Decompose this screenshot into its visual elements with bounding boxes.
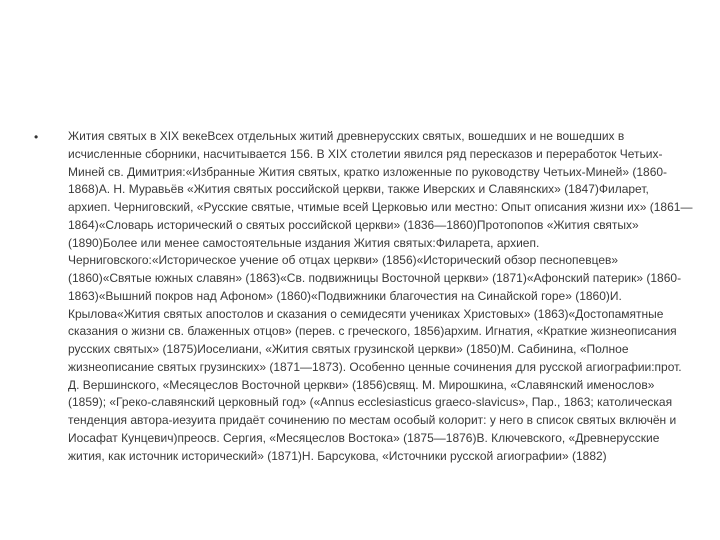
- bullet-item: [34, 128, 694, 465]
- bullet-text: Жития святых в XIX векеВсех отдельных житий древнерусских святых, вошедших и не вошедших в исчисленные сборники, насчитывается 156. В XIX столетии явился ряд пересказов и переработок Четьих-Миней св. Димитрия:«Избранные Жития святых, кратко изложенные по руководству Четьих-Миней» (1860-1868)А. Н. Муравьёв «Жития святых российской церкви, также Иверских и Славянских» (1847)Филарет, архиеп. Черниговский, «Русские святые, чтимые всей Церковью или местно: Опыт описания жизни их» (1861—1864)«Словарь исторический о святых российской церкви» (1836—1860)Протопопов «Жития святых» (1890)Более или менее самостоятельные издания Жития святых:Филарета, архиеп. Черниговского:«Историческое учение об отцах церкви» (1856)«Исторический обзор песнопевцев» (1860)«Святые южных славян» (1863)«Св. подвижницы Восточной церкви» (1871)«Афонский патерик» (1860-1863)«Вышний покров над Афоном» (1860)«Подвижники благочестия на Синайской горе» (1860)И. Крылова«Жития святых апостолов и сказания о семидесяти учениках Христовых» (1863)«Достопамятные сказания о жизни св. блаженных отцов» (перев. с греческого, 1856)архим. Игнатия, «Краткие жизнеописания русских святых» (1875)Иоселиани, «Жития святых грузинской церкви» (1850)М. Сабинина, «Полное жизнеописание святых грузинских» (1871—1873). Особенно ценные сочинения для русской агиографии:прот. Д. Вершинского, «Месяцеслов Восточной церкви» (1856)свящ. М. Мирошкина, «Славянский именослов» (1859); «Греко-славянский церковный год» («Annus ecclesiasticus graeco-slavicus», Пар., 1863; католическая тенденция автора-иезуита придаёт сочинению по местам особый колорит: у него в список святых включён и Иосафат Кунцевич)преосв. Сергия, «Месяцеслов Востока» (1875—1876)В. Ключевского, «Древнерусские жития, как источник исторический» (1871)Н. Барсукова, «Источники русской агиографии» (1882): [68, 129, 693, 463]
- bullet-marker: •: [34, 130, 39, 144]
